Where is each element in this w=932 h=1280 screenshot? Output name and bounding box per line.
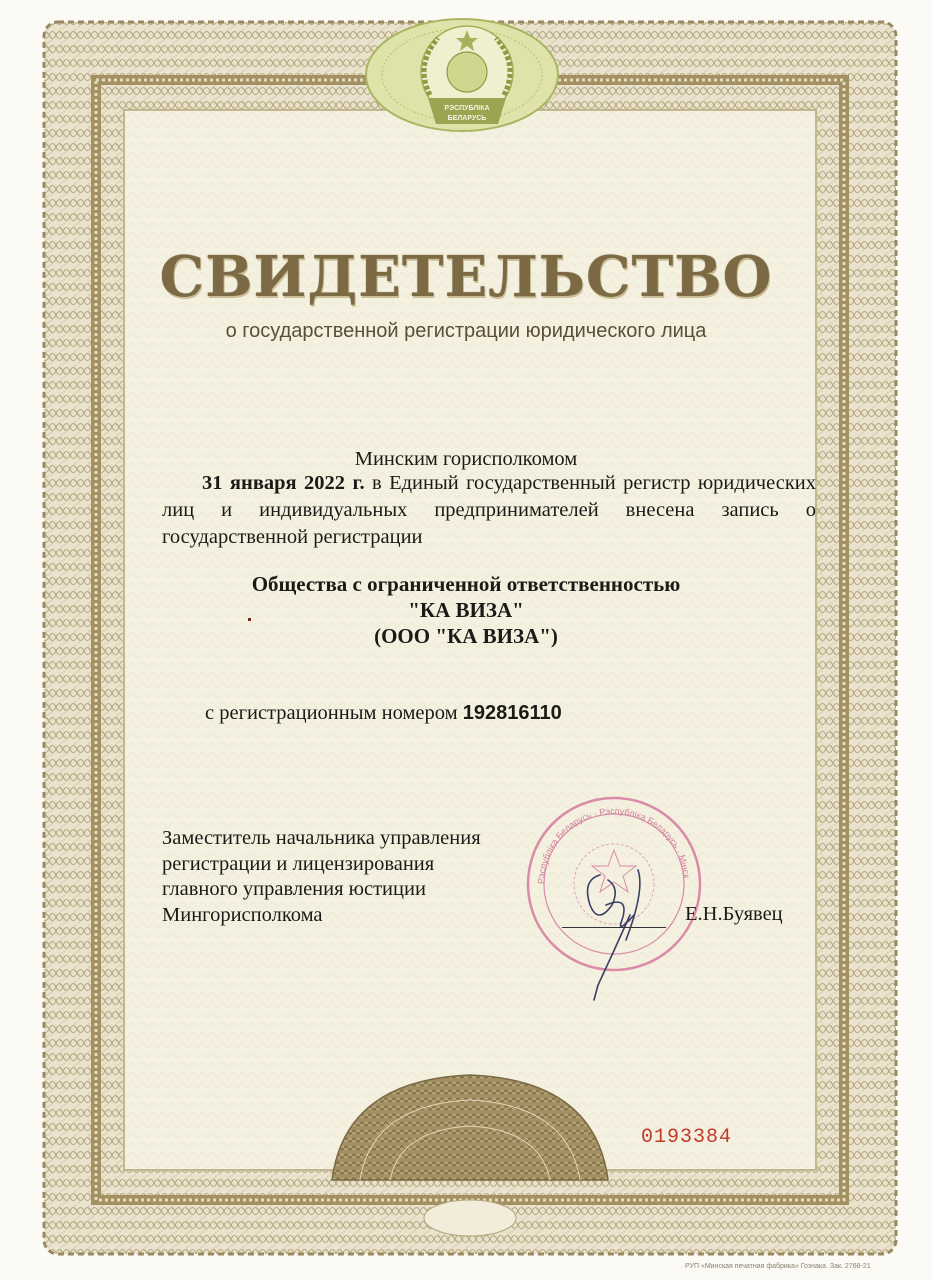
ink-speck: [248, 618, 251, 621]
signature-line: [562, 927, 666, 928]
svg-text:РЭСПУБЛІКА: РЭСПУБЛІКА: [444, 105, 490, 112]
registration-number: 192816110: [462, 702, 562, 724]
signatory-position-line: главного управления юстиции: [162, 878, 426, 900]
emblem-medallion: [366, 19, 558, 131]
organization-short-name: (ООО "КА ВИЗА"): [374, 624, 558, 648]
registration-entry-paragraph: [162, 470, 816, 551]
registration-entry-text: в Единый государственный регистр юридических лиц и индивидуальных предпринимателей внесена запись о государственной регистрации: [162, 472, 817, 548]
registration-date: 31 января 2022 г.: [202, 472, 365, 494]
signatory-name: Е.Н.Буявец: [685, 903, 783, 925]
svg-text:БЕЛАРУСЬ: БЕЛАРУСЬ: [447, 115, 487, 122]
registration-number-label: с регистрационным номером: [205, 702, 458, 724]
signatory-position: [162, 826, 481, 928]
signatory-position-line: Заместитель начальника управления: [162, 827, 481, 849]
certificate-title: СВИДЕТЕЛЬСТВО: [159, 244, 773, 310]
organization-form: Общества с ограниченной ответственностью: [251, 572, 681, 596]
certificate-subtitle: о государственной регистрации юридического лица: [225, 320, 707, 342]
svg-text:Рэспубліка Беларусь · Рэспублі: Рэспубліка Беларусь · Рэспубліка Беларусь · Мінск: [535, 805, 692, 885]
printer-imprint: РУП «Минская печатная фабрика» Гознака. Зак. 2768-21: [685, 1263, 871, 1270]
signatory-position-line: Мингорисполкома: [162, 903, 323, 926]
serial-number: 0193384: [641, 1126, 733, 1149]
signatory-position-line: регистрации и лицензирования: [162, 852, 435, 875]
registration-number-line: [205, 702, 562, 725]
organization-name: "КА ВИЗА": [408, 598, 524, 622]
issuing-authority: Минским горисполкомом: [354, 448, 578, 470]
